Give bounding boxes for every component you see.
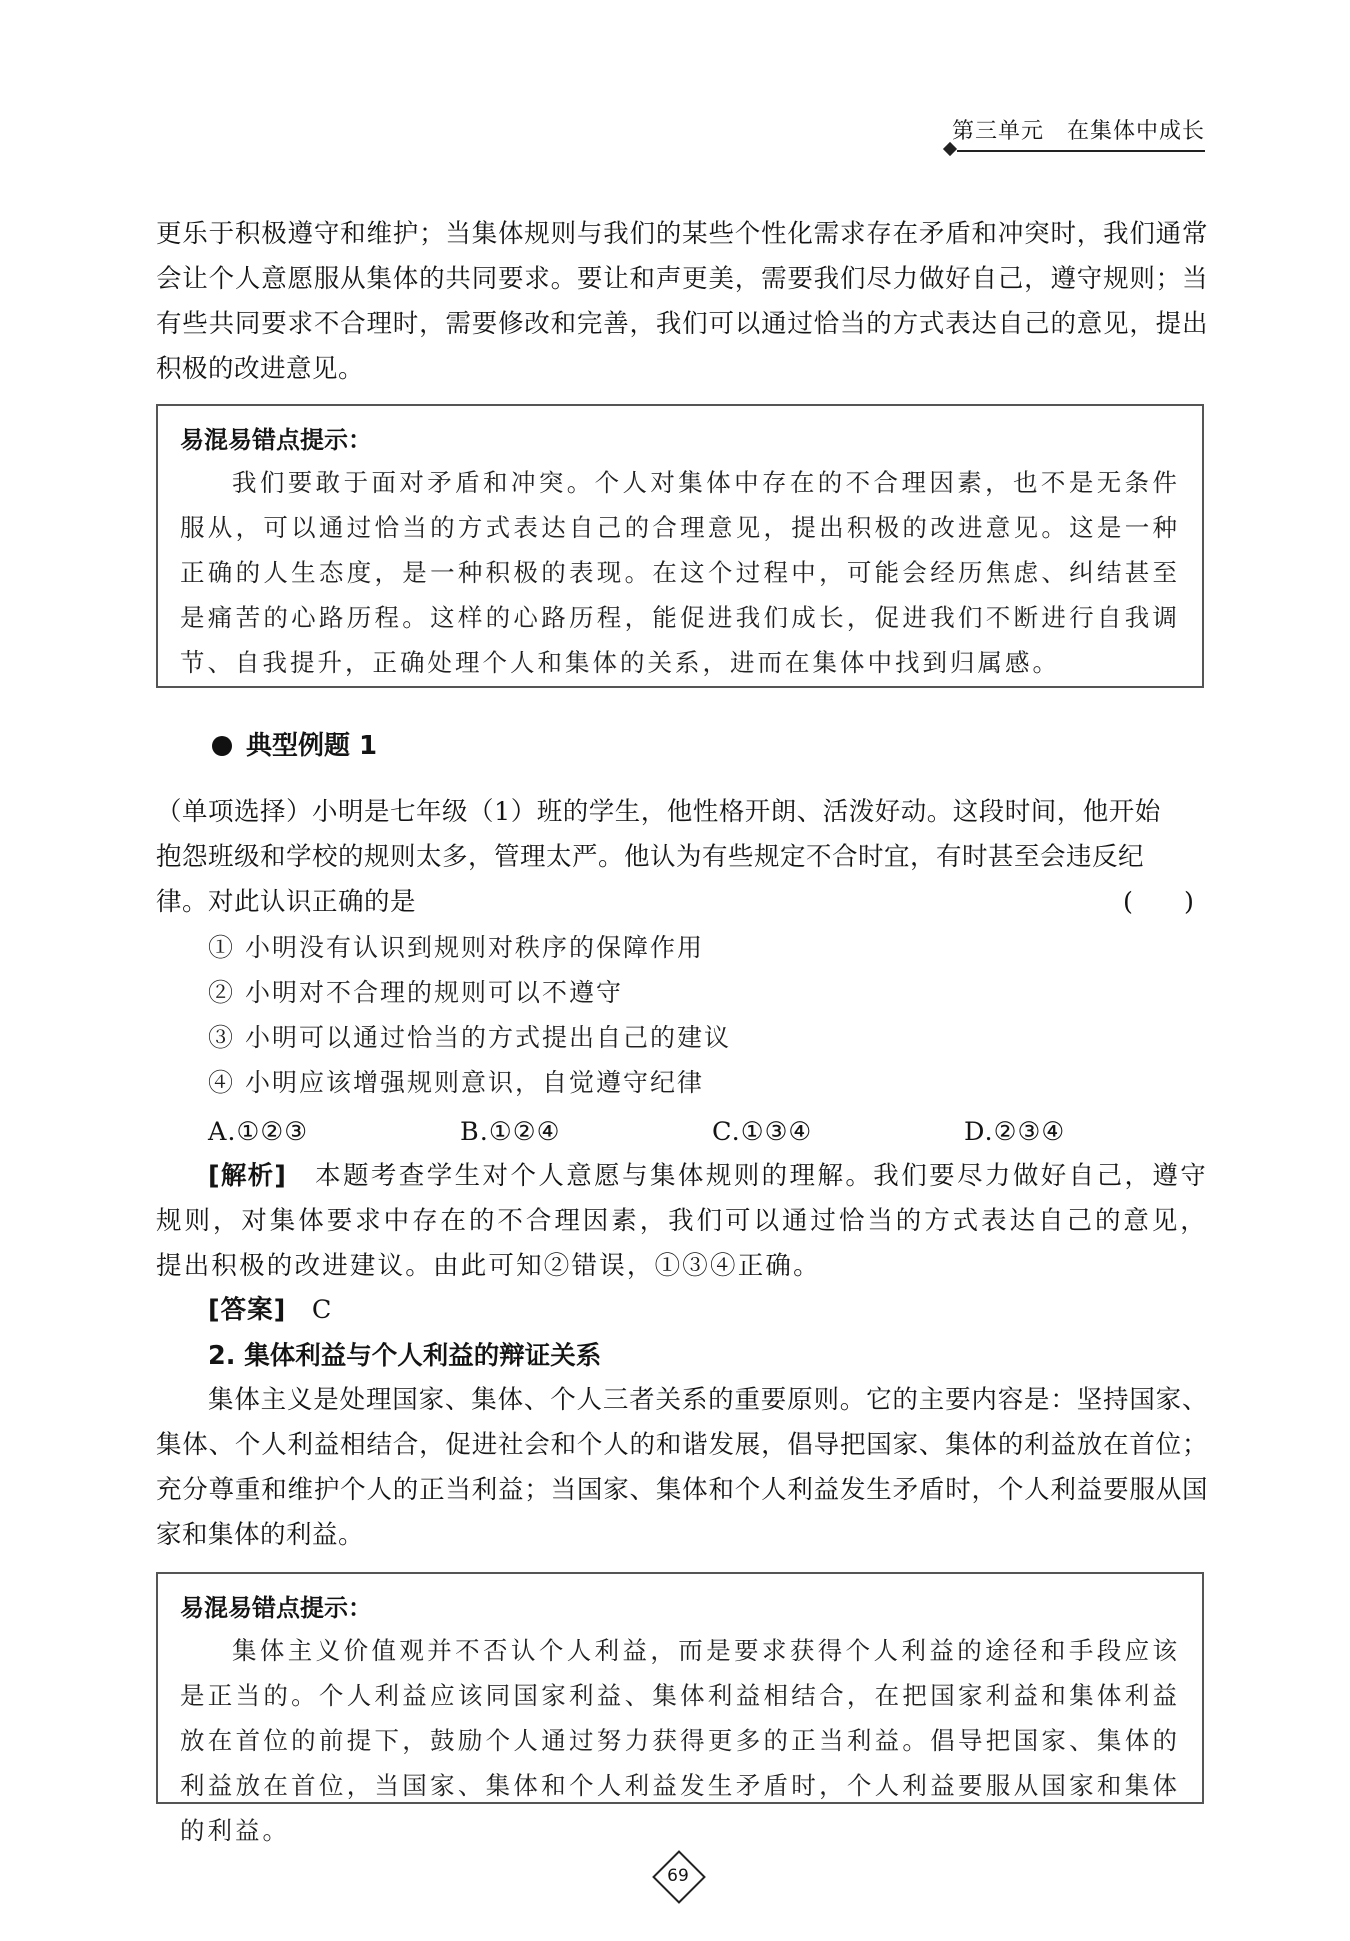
page-number: 69 xyxy=(667,1866,689,1886)
section-2-body: 集体主义是处理国家、集体、个人三者关系的重要原则。它的主要内容是：坚持国家、集体、个人利益相结合，促进社会和个人的和谐发展，倡导把国家、集体的利益放在首位；充分尊重和维护个人的正当利益；当国家、集体和个人利益发生矛盾时，个人利益要服从国家和集体的利益。 xyxy=(156,1385,1208,1550)
analysis-paragraph xyxy=(156,1154,1208,1289)
choice-a: A.①②③ xyxy=(208,1117,309,1147)
tip-box-2-body: 集体主义价值观并不否认个人利益，而是要求获得个人利益的途径和手段应该是正当的。个人利益应该同国家利益、集体利益相结合，在把国家利益和集体利益放在首位的前提下，鼓励个人通过努力获得更多的正当利益。倡导把国家、集体的利益放在首位，当国家、集体和个人利益发生矛盾时，个人利益要服从国家和集体的利益。 xyxy=(180,1636,1180,1845)
running-header xyxy=(945,118,1205,164)
answer-line xyxy=(208,1288,331,1333)
answer-label: [答案] xyxy=(208,1295,287,1325)
header-rule xyxy=(957,150,1205,152)
choice-b: B.①②④ xyxy=(460,1117,561,1147)
example-heading-text: 典型例题 1 xyxy=(246,731,378,761)
choice-d: D.②③④ xyxy=(964,1117,1066,1147)
question-stem-line-3: 律。对此认识正确的是 xyxy=(156,887,417,917)
tip-box-2-title: 易混易错点提示： xyxy=(180,1594,372,1622)
running-header-title: 第三单元 在集体中成长 xyxy=(951,119,1205,144)
filled-circle-bullet-icon xyxy=(212,736,232,756)
question-stem-line-1: （单项选择）小明是七年级（1）班的学生，他性格开朗、活泼好动。这段时间，他开始 xyxy=(156,797,1161,827)
intro-paragraph: 更乐于积极遵守和维护；当集体规则与我们的某些个性化需求存在矛盾和冲突时，我们通常会让个人意愿服从集体的共同要求。要让和声更美，需要我们尽力做好自己，遵守规则；当有些共同要求不合理时，需要修改和完善，我们可以通过恰当的方式表达自己的意见，提出积极的改进意见。 xyxy=(156,219,1208,384)
statement-option-4: ④ 小明应该增强规则意识，自觉遵守纪律 xyxy=(208,1068,704,1097)
tip-box-1-title: 易混易错点提示： xyxy=(180,426,372,454)
statement-option-3: ③ 小明可以通过恰当的方式提出自己的建议 xyxy=(208,1023,731,1052)
analysis-label: [解析] xyxy=(208,1161,287,1191)
section-2-title: 2. 集体利益与个人利益的辩证关系 xyxy=(208,1341,602,1371)
page-number-badge xyxy=(654,1852,702,1900)
analysis-text: 本题考查学生对个人意愿与集体规则的理解。我们要尽力做好自己，遵守规则，对集体要求中存在的不合理因素，我们可以通过恰当的方式表达自己的意见，提出积极的改进建议。由此可知②错误，①③④正确。 xyxy=(156,1161,1209,1281)
tip-box-2 xyxy=(156,1572,1204,1845)
statement-option-2: ② 小明对不合理的规则可以不遵守 xyxy=(208,978,623,1007)
answer-bracket: ( ) xyxy=(1123,887,1194,917)
choice-c: C.①③④ xyxy=(712,1117,813,1147)
tip-box-1-body: 我们要敢于面对矛盾和冲突。个人对集体中存在的不合理因素，也不是无条件服从，可以通过恰当的方式表达自己的合理意见，提出积极的改进意见。这是一种正确的人生态度，是一种积极的表现。在这个过程中，可能会经历焦虑、纠结甚至是痛苦的心路历程。这样的心路历程，能促进我们成长，促进我们不断进行自我调节、自我提升，正确处理个人和集体的关系，进而在集体中找到归属感。 xyxy=(180,468,1180,677)
example-heading xyxy=(212,726,377,766)
question-stem-line-2: 抱怨班级和学校的规则太多，管理太严。他认为有些规定不合时宜，有时甚至会违反纪 xyxy=(156,842,1145,872)
answer-value: C xyxy=(311,1295,332,1325)
statement-option-1: ① 小明没有认识到规则对秩序的保障作用 xyxy=(208,933,704,962)
tip-box-1 xyxy=(156,404,1204,688)
